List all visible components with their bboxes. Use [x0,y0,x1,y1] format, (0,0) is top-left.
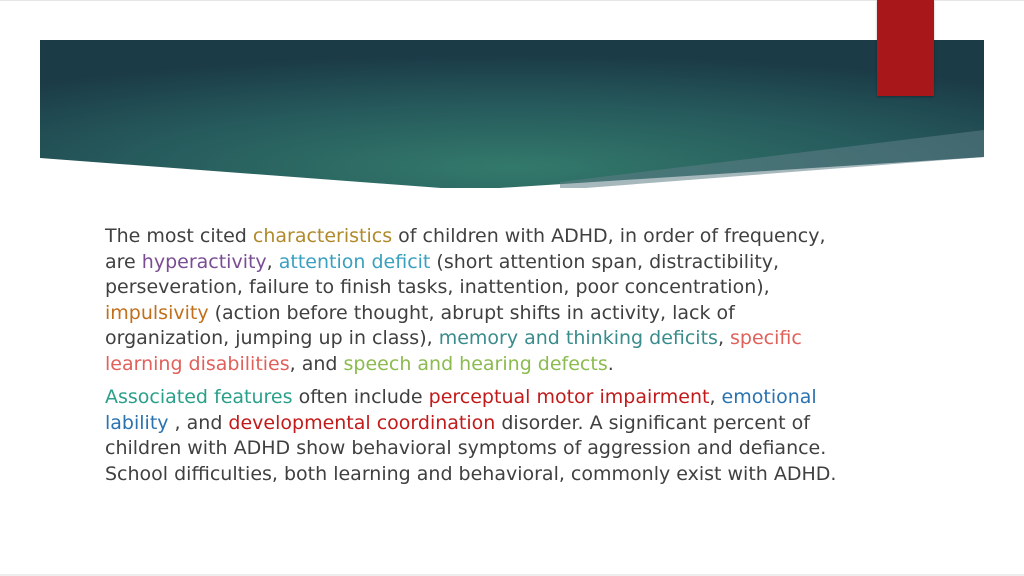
highlight-associated-features: Associated features [105,386,293,408]
text-segment: (short attention span, distractibility, perseveration, failure to finish tasks, inattention, poor concentration), [105,250,780,298]
text-segment: , [266,250,279,273]
text-segment: The most cited [105,225,253,247]
text-segment: . [607,352,614,375]
highlight-emotional-lability: emotional lability [105,386,817,434]
highlight-developmental-coordination: developmental coordination [228,411,496,434]
paragraph-characteristics [105,224,845,377]
highlight-memory-thinking: memory and thinking deficits [438,327,718,349]
highlight-attention-deficit: attention deficit [278,250,431,273]
paragraph-associated-features [105,385,845,487]
text-segment: , [717,327,731,349]
top-border [0,0,1024,1]
text-segment: , and [168,411,229,434]
highlight-impulsivity: impulsivity [105,301,209,324]
highlight-hyperactivity: hyperactivity [141,250,267,273]
highlight-perceptual-motor: perceptual motor impairment [428,386,710,408]
text-segment: disorder. A significant percent of children with ADHD show behavioral symptoms of aggression and defiance. School difficulties, both learning and behavioral, commonly exist with ADHD. [105,411,837,485]
highlight-learning-disabilities: specific learning disabilities [105,327,802,375]
text-segment: , and [289,352,344,375]
highlight-speech-hearing: speech and hearing defects [343,352,608,375]
text-segment: , [709,386,722,408]
text-segment: (action before thought, abrupt shifts in activity, lack of organization, jumping up in class), [105,301,735,349]
text-segment: of children with ADHD, in order of frequency, are [105,225,826,273]
highlight-characteristics: characteristics [252,225,393,247]
title-banner [40,40,984,188]
content-body [105,224,845,487]
accent-bar [877,0,934,96]
text-segment: often include [292,386,429,408]
